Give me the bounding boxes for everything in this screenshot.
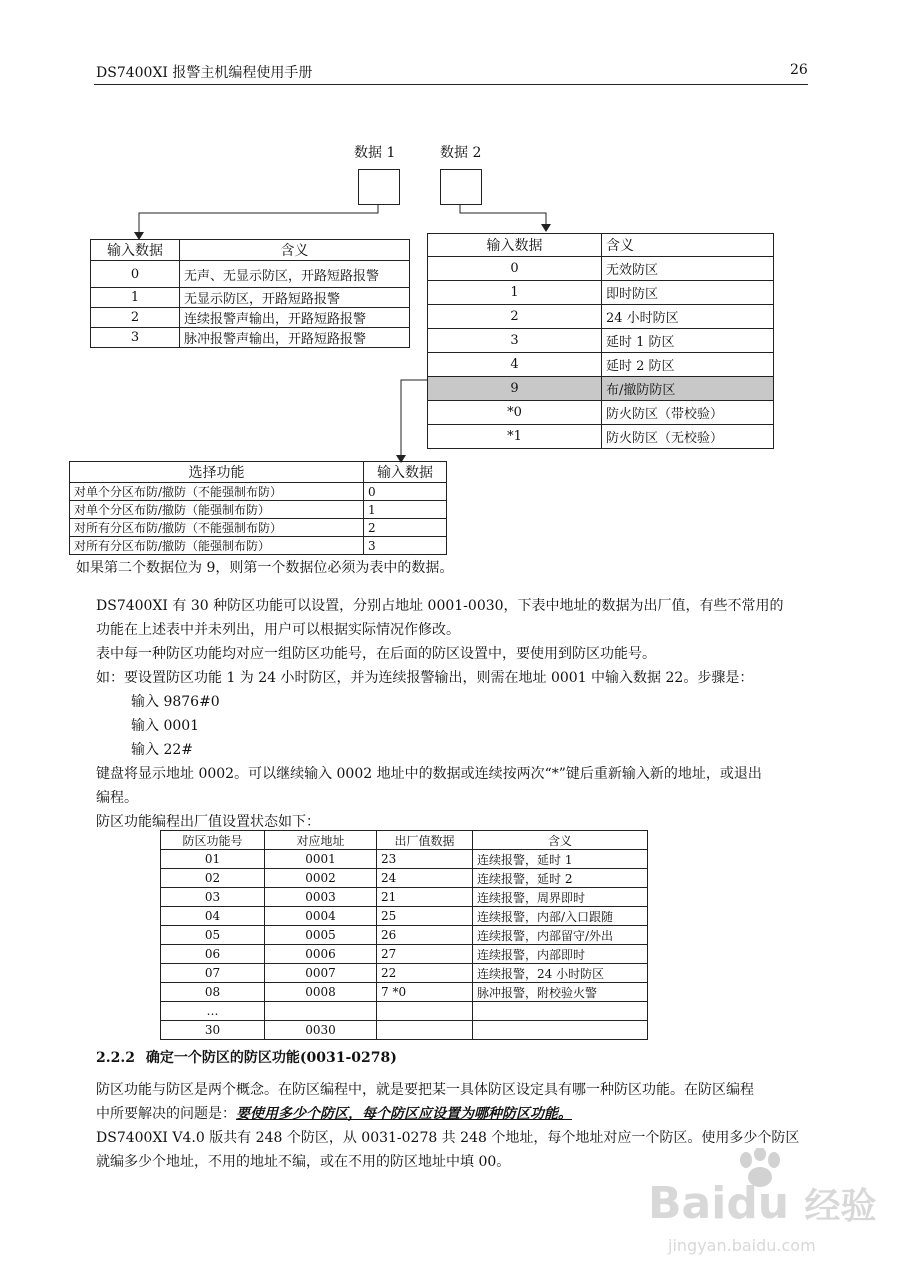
cell bbox=[377, 1002, 473, 1021]
cell: 连续报警，内部留守/外出 bbox=[473, 926, 648, 945]
watermark-cn: 经验 bbox=[804, 1186, 877, 1227]
cell bbox=[473, 1021, 648, 1040]
step-1: 输入 9876#0 bbox=[131, 694, 220, 710]
table-row bbox=[91, 328, 410, 348]
table-row bbox=[161, 907, 648, 926]
table-select-function bbox=[69, 461, 447, 555]
watermark-brand-a: Bai bbox=[648, 1178, 727, 1229]
cell: 24 小时防区 bbox=[602, 305, 774, 329]
cell: 0 bbox=[428, 257, 602, 281]
header-cell: 含义 bbox=[180, 240, 410, 261]
paragraph: 防区功能编程出厂值设置状态如下： bbox=[96, 814, 320, 830]
cell: 连续报警，24 小时防区 bbox=[473, 964, 648, 983]
cell: 02 bbox=[161, 869, 265, 888]
cell: 0008 bbox=[265, 983, 377, 1002]
section-number: 2.2.2 bbox=[96, 1050, 135, 1066]
table-row bbox=[91, 288, 410, 308]
cell: 延时 1 防区 bbox=[602, 329, 774, 353]
header-cell: 含义 bbox=[602, 234, 774, 257]
table-factory-defaults bbox=[160, 830, 648, 1040]
baidu-watermark bbox=[648, 1148, 877, 1258]
cell: 01 bbox=[161, 850, 265, 869]
paragraph: 键盘将显示地址 0002。可以继续输入 0002 地址中的数据或连续按两次“*”键后重新输入新的地址，或退出 bbox=[96, 766, 762, 782]
cell: 21 bbox=[377, 888, 473, 907]
header-cell: 输入数据 bbox=[91, 240, 180, 261]
table-row bbox=[428, 401, 774, 425]
cell: 对单个分区布防/撤防（能强制布防） bbox=[70, 501, 364, 519]
cell: 0003 bbox=[265, 888, 377, 907]
cell: *0 bbox=[428, 401, 602, 425]
header-cell: 输入数据 bbox=[364, 462, 447, 483]
table-row bbox=[161, 945, 648, 964]
cell: 06 bbox=[161, 945, 265, 964]
watermark-url: jingyan.baidu.com bbox=[668, 1236, 816, 1255]
table-row bbox=[428, 257, 774, 281]
cell: 4 bbox=[428, 353, 602, 377]
cell: 03 bbox=[161, 888, 265, 907]
table-row bbox=[70, 483, 447, 501]
data2-label: 数据 2 bbox=[440, 145, 482, 161]
paragraph bbox=[96, 1102, 572, 1126]
table-row bbox=[428, 425, 774, 449]
cell: 2 bbox=[428, 305, 602, 329]
cell: 3 bbox=[364, 537, 447, 555]
table-data2 bbox=[427, 233, 774, 449]
header-cell: 选择功能 bbox=[70, 462, 364, 483]
paragraph: 如：要设置防区功能 1 为 24 小时防区，并为连续报警输出，则需在地址 0001 中输入数据 22。步骤是： bbox=[96, 670, 754, 686]
page-number: 26 bbox=[790, 62, 808, 78]
cell bbox=[377, 1021, 473, 1040]
cell: 23 bbox=[377, 850, 473, 869]
cell: 连续报警，内部/入口跟随 bbox=[473, 907, 648, 926]
cell: 1 bbox=[364, 501, 447, 519]
header-cell: 出厂值数据 bbox=[377, 831, 473, 850]
table-row bbox=[161, 983, 648, 1002]
paragraph-prefix: 中所要解决的问题是： bbox=[96, 1106, 236, 1122]
cell: 2 bbox=[364, 519, 447, 537]
cell: 对所有分区布防/撤防（不能强制布防） bbox=[70, 519, 364, 537]
cell: *1 bbox=[428, 425, 602, 449]
cell: 04 bbox=[161, 907, 265, 926]
cell: 08 bbox=[161, 983, 265, 1002]
watermark-brand bbox=[648, 1178, 876, 1229]
cell: 07 bbox=[161, 964, 265, 983]
table-row bbox=[91, 261, 410, 288]
cell: 24 bbox=[377, 869, 473, 888]
cell: 25 bbox=[377, 907, 473, 926]
table-row bbox=[161, 1021, 648, 1040]
cell: 延时 2 防区 bbox=[602, 353, 774, 377]
cell: 30 bbox=[161, 1021, 265, 1040]
table-row bbox=[161, 1002, 648, 1021]
cell: … bbox=[161, 1002, 265, 1021]
cell: 26 bbox=[377, 926, 473, 945]
table-header-row bbox=[428, 234, 774, 257]
header-cell: 输入数据 bbox=[428, 234, 602, 257]
cell: 防火防区（无校验） bbox=[602, 425, 774, 449]
cell: 无效防区 bbox=[602, 257, 774, 281]
cell: 0005 bbox=[265, 926, 377, 945]
cell: 0 bbox=[91, 261, 180, 288]
cell: 对单个分区布防/撤防（不能强制布防） bbox=[70, 483, 364, 501]
cell: 连续报警，延时 1 bbox=[473, 850, 648, 869]
cell bbox=[473, 1002, 648, 1021]
arrow-data2 bbox=[541, 224, 551, 232]
connector-data2 bbox=[460, 204, 546, 224]
paragraph: DS7400XI 有 30 种防区功能可以设置，分别占地址 0001-0030，下表中地址的数据为出厂值，有些不常用的 bbox=[96, 598, 784, 614]
cell: 0002 bbox=[265, 869, 377, 888]
table-header-row bbox=[91, 240, 410, 261]
cell: 05 bbox=[161, 926, 265, 945]
section-heading bbox=[96, 1046, 397, 1070]
table-header-row bbox=[70, 462, 447, 483]
header-cell: 含义 bbox=[473, 831, 648, 850]
cell: 3 bbox=[91, 328, 180, 348]
cell: 1 bbox=[428, 281, 602, 305]
cell: 无声、无显示防区，开路短路报警 bbox=[180, 261, 410, 288]
connector-data1 bbox=[139, 204, 378, 232]
cell: 3 bbox=[428, 329, 602, 353]
table-row bbox=[70, 519, 447, 537]
table-row bbox=[91, 308, 410, 328]
cell: 即时防区 bbox=[602, 281, 774, 305]
table-row bbox=[161, 888, 648, 907]
table-row bbox=[161, 869, 648, 888]
cell: 7 *0 bbox=[377, 983, 473, 1002]
cell: 1 bbox=[91, 288, 180, 308]
cell: 连续报警，内部即时 bbox=[473, 945, 648, 964]
cell: 0030 bbox=[265, 1021, 377, 1040]
table-row bbox=[428, 353, 774, 377]
cell: 0007 bbox=[265, 964, 377, 983]
table-row bbox=[70, 537, 447, 555]
cell: 22 bbox=[377, 964, 473, 983]
paragraph: 防区功能与防区是两个概念。在防区编程中，就是要把某一具体防区设定具有哪一种防区功能。在防区编程 bbox=[96, 1082, 754, 1098]
watermark-brand-b: du bbox=[726, 1178, 790, 1229]
cell bbox=[265, 1002, 377, 1021]
step-3: 输入 22# bbox=[131, 742, 193, 758]
table-row-highlighted bbox=[428, 377, 774, 401]
paragraph-emphasis: 要使用多少个防区，每个防区应设置为哪种防区功能。 bbox=[236, 1106, 572, 1122]
cell: 脉冲报警，附校验火警 bbox=[473, 983, 648, 1002]
cell: 2 bbox=[91, 308, 180, 328]
table-data1 bbox=[90, 239, 410, 348]
cell: 布/撤防防区 bbox=[602, 377, 774, 401]
paragraph: 功能在上述表中并未列出，用户可以根据实际情况作修改。 bbox=[96, 622, 460, 638]
paragraph: 编程。 bbox=[96, 790, 138, 806]
cell: 27 bbox=[377, 945, 473, 964]
cell: 0001 bbox=[265, 850, 377, 869]
cell: 连续报警，周界即时 bbox=[473, 888, 648, 907]
header-title: DS7400XI 报警主机编程使用手册 bbox=[96, 65, 313, 81]
table-row bbox=[161, 964, 648, 983]
cell: 无显示防区，开路短路报警 bbox=[180, 288, 410, 308]
header-cell: 对应地址 bbox=[265, 831, 377, 850]
paragraph: 表中每一种防区功能均对应一组防区功能号，在后面的防区设置中，要使用到防区功能号。 bbox=[96, 646, 656, 662]
cell: 防火防区（带校验） bbox=[602, 401, 774, 425]
cell: 0006 bbox=[265, 945, 377, 964]
table-row bbox=[70, 501, 447, 519]
cell: 对所有分区布防/撤防（能强制布防） bbox=[70, 537, 364, 555]
cell: 0004 bbox=[265, 907, 377, 926]
table-row bbox=[428, 305, 774, 329]
table-row bbox=[161, 850, 648, 869]
step-2: 输入 0001 bbox=[131, 718, 200, 734]
table-row bbox=[428, 329, 774, 353]
note-text: 如果第二个数据位为 9，则第一个数据位必须为表中的数据。 bbox=[76, 560, 454, 576]
cell: 连续报警声输出，开路短路报警 bbox=[180, 308, 410, 328]
paragraph: DS7400XI V4.0 版共有 248 个防区，从 0031-0278 共 248 个地址，每个地址对应一个防区。使用多少个防区 bbox=[96, 1130, 800, 1146]
connector-select bbox=[401, 380, 427, 455]
table-header-row bbox=[161, 831, 648, 850]
table-row bbox=[161, 926, 648, 945]
paragraph: 就编多少个地址，不用的地址不编，或在不用的防区地址中填 00。 bbox=[96, 1154, 511, 1170]
cell: 0 bbox=[364, 483, 447, 501]
table-row bbox=[428, 281, 774, 305]
header-cell: 防区功能号 bbox=[161, 831, 265, 850]
cell: 连续报警，延时 2 bbox=[473, 869, 648, 888]
data1-label: 数据 1 bbox=[354, 145, 396, 161]
section-title: 确定一个防区的防区功能(0031-0278) bbox=[145, 1050, 397, 1066]
cell: 脉冲报警声输出，开路短路报警 bbox=[180, 328, 410, 348]
cell: 9 bbox=[428, 377, 602, 401]
